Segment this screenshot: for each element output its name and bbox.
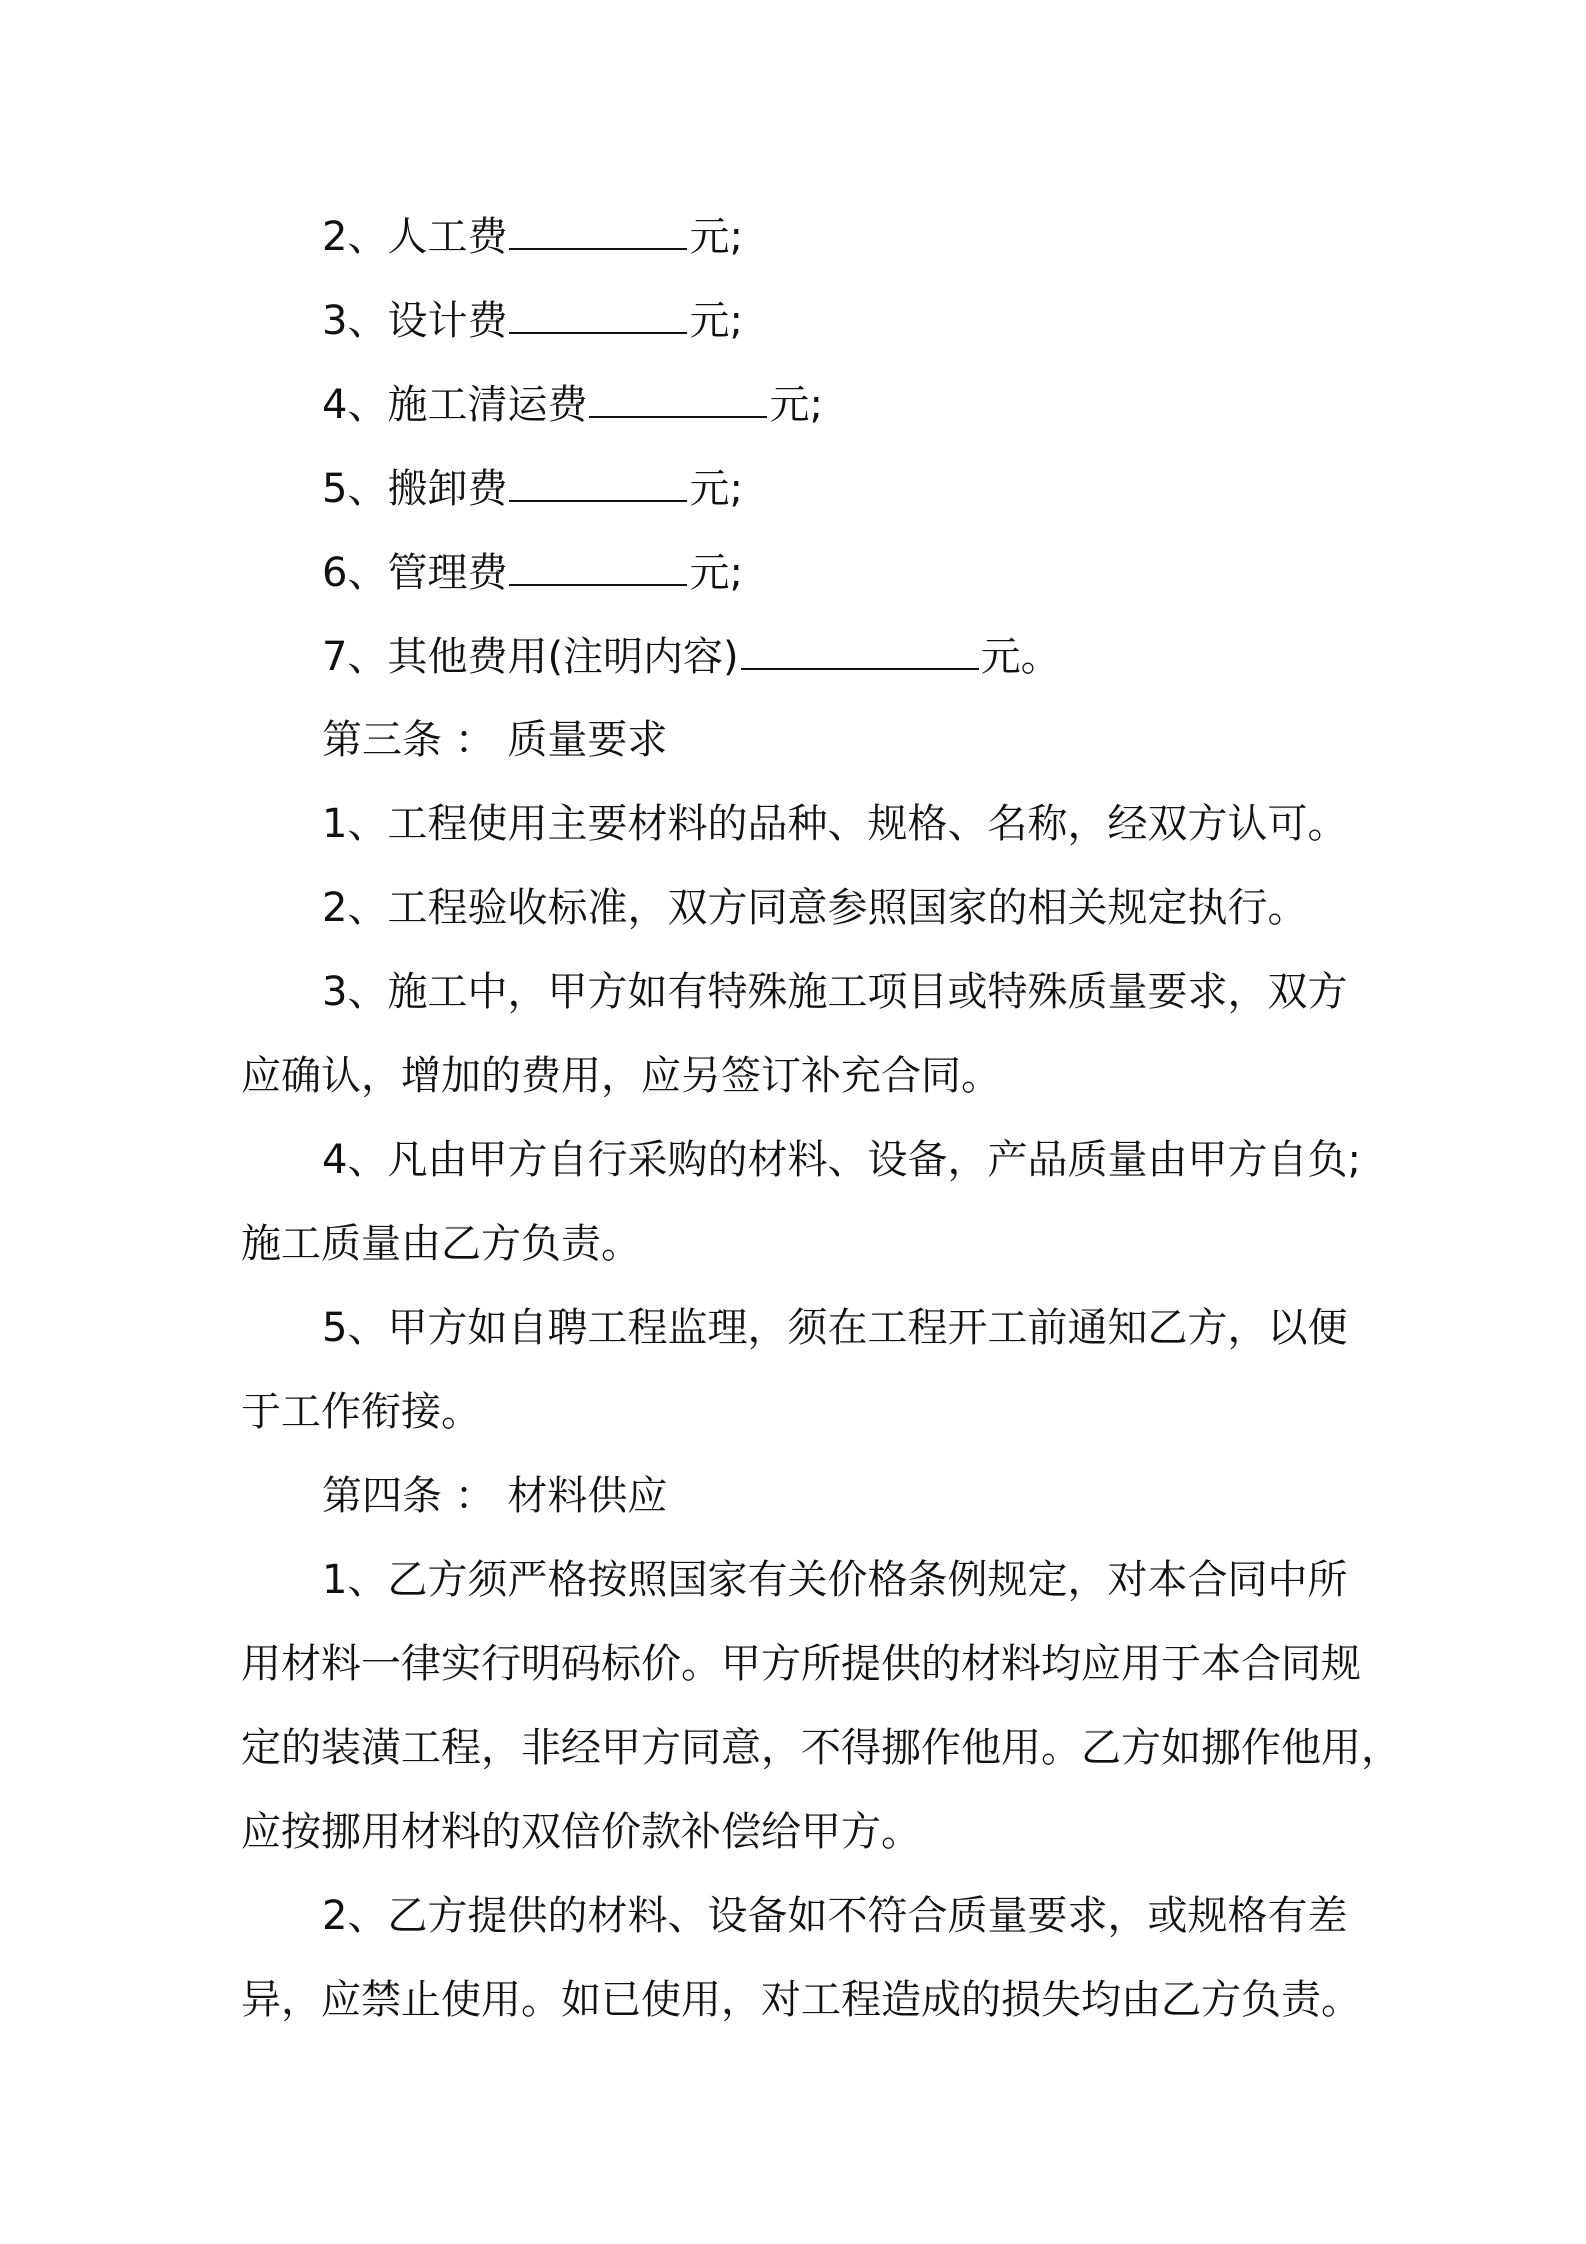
fee-unit: 元;	[689, 466, 743, 512]
clause-line: 2、乙方提供的材料、设备如不符合质量要求，或规格有差	[322, 1893, 1348, 1939]
clause-line: 施工质量由乙方负责。	[241, 1221, 641, 1267]
fee-unit: 元;	[689, 298, 743, 344]
clause-line: 4、凡由甲方自行采购的材料、设备，产品质量由甲方自负;	[322, 1137, 1361, 1183]
fill-in-blank	[509, 292, 687, 334]
fee-item	[322, 628, 1061, 685]
fee-item	[322, 376, 823, 433]
fee-label: 2、人工费	[322, 214, 508, 260]
fill-in-blank	[741, 628, 979, 670]
clause-line: 定的装潢工程，非经甲方同意，不得挪作他用。乙方如挪作他用，	[241, 1725, 1401, 1771]
fee-label: 5、搬卸费	[322, 466, 508, 512]
fee-label: 6、管理费	[322, 550, 508, 596]
fee-unit: 元;	[769, 382, 823, 428]
section-heading: 第三条 ： 质量要求	[322, 717, 668, 763]
clause-line: 应确认，增加的费用，应另签订补充合同。	[241, 1053, 1001, 1099]
clause-line: 应按挪用材料的双倍价款补偿给甲方。	[241, 1809, 921, 1855]
clause-line: 2、工程验收标准，双方同意参照国家的相关规定执行。	[322, 885, 1308, 931]
section-heading: 第四条 ： 材料供应	[322, 1473, 668, 1519]
fee-unit: 元。	[980, 634, 1061, 680]
fee-label: 7、其他费用(注明内容)	[322, 634, 739, 680]
fill-in-blank	[509, 460, 687, 502]
clause-line: 用材料一律实行明码标价。甲方所提供的材料均应用于本合同规	[241, 1641, 1361, 1687]
clause-line: 1、乙方须严格按照国家有关价格条例规定，对本合同中所	[322, 1557, 1348, 1603]
fee-unit: 元;	[689, 214, 743, 260]
clause-line: 异，应禁止使用。如已使用，对工程造成的损失均由乙方负责。	[241, 1977, 1361, 2023]
clause-line: 于工作衔接。	[241, 1389, 481, 1435]
fee-label: 4、施工清运费	[322, 382, 588, 428]
clause-line: 3、施工中，甲方如有特殊施工项目或特殊质量要求，双方	[322, 969, 1348, 1015]
fee-unit: 元;	[689, 550, 743, 596]
fill-in-blank	[589, 376, 767, 418]
fee-item	[322, 292, 743, 349]
fill-in-blank	[509, 208, 687, 250]
fee-item	[322, 544, 743, 601]
fee-item	[322, 208, 743, 265]
fill-in-blank	[509, 544, 687, 586]
fee-label: 3、设计费	[322, 298, 508, 344]
clause-line: 5、甲方如自聘工程监理，须在工程开工前通知乙方，以便	[322, 1305, 1348, 1351]
clause-line: 1、工程使用主要材料的品种、规格、名称，经双方认可。	[322, 801, 1348, 847]
fee-item	[322, 460, 743, 517]
